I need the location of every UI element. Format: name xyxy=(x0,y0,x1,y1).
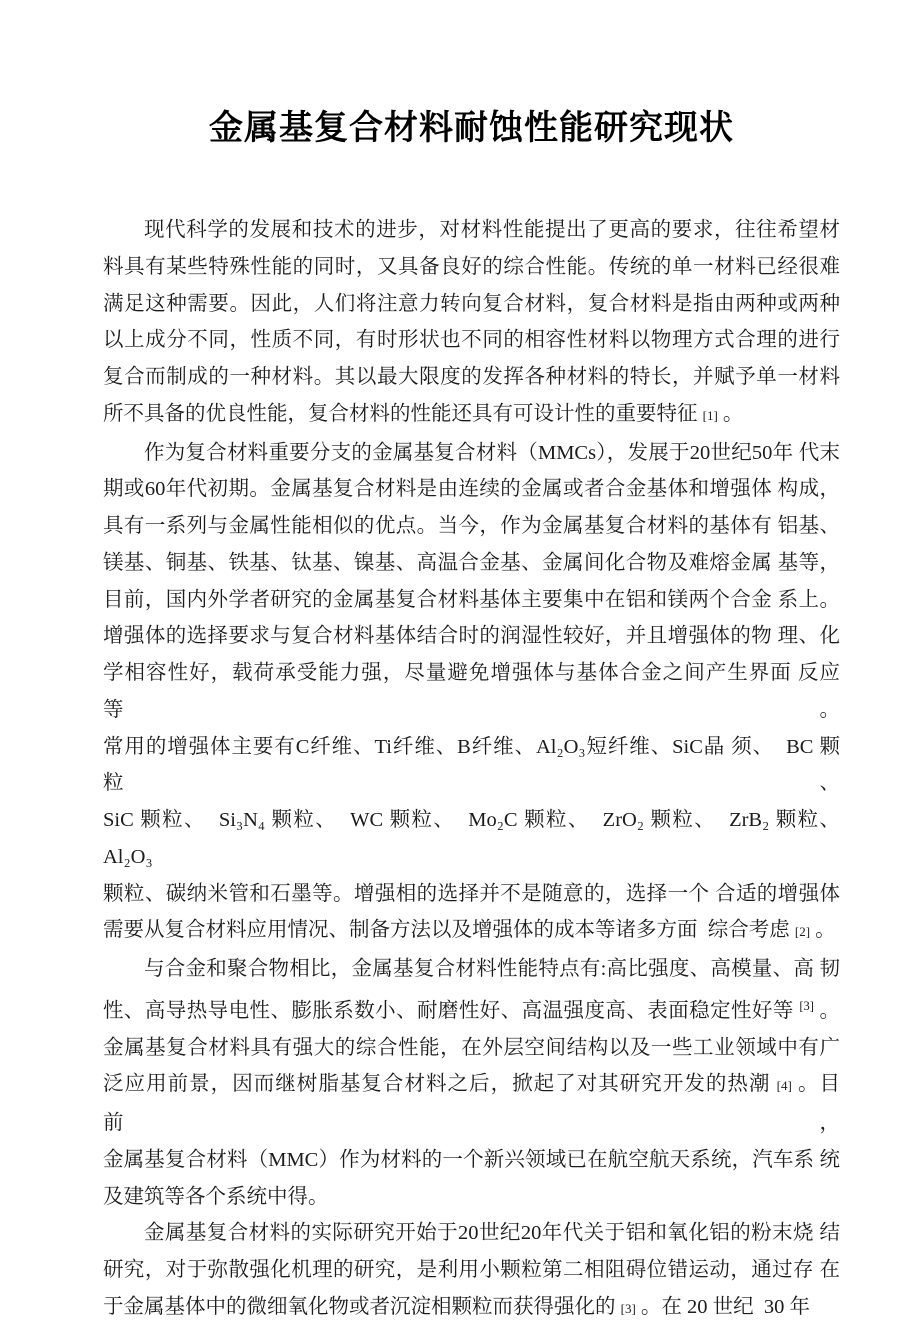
paragraph-line: 于金属基体中的微细氧化物或者沉淀相颗粒而获得强化的 [3] 。在 20 世纪 30 年 xyxy=(103,1295,811,1318)
document-body xyxy=(103,212,840,1328)
document-title: 金属基复合材料耐蚀性能研究现状 xyxy=(209,110,734,147)
paragraph-line: 期或60年代初期。金属基复合材料是由连续的金属或者合金基体和增强体 构成， xyxy=(103,478,840,501)
paragraph-line: 泛应用前景，因而继树脂基复合材料之后，掀起了对其研究开发的热潮 [4] 。目前， xyxy=(103,1073,841,1134)
paragraph-line: 金属基复合材料（MMC）作为材料的一个新兴领域已在航空航天系统，汽车系 统 xyxy=(103,1148,840,1171)
paragraph-line: 镁基、铜基、铁基、钛基、镍基、高温合金基、金属间化合物及难熔金属 基等， xyxy=(103,551,840,574)
paragraph-line: 作为复合材料重要分支的金属基复合材料（MMCs），发展于20世纪50年 代末 xyxy=(144,441,840,464)
paragraph xyxy=(103,951,840,1215)
citation-ref: [2] xyxy=(794,924,811,940)
paragraph-line: 现代科学的发展和技术的进步，对材料性能提出了更高的要求，往往希望材 xyxy=(144,219,840,241)
paragraph-line: 性、高导热导电性、膨胀系数小、耐磨性好、高温强度高、表面稳定性好等 [3] 。 xyxy=(103,998,841,1022)
paragraph-line: 颗粒、碳纳米管和石墨等。增强相的选择并不是随意的，选择一个 合适的增强体 xyxy=(103,882,840,905)
paragraph xyxy=(103,212,840,435)
paragraph-line: 复合而制成的一种材料。其以最大限度的发挥各种材料的特长，并赋予单一材料 xyxy=(103,366,840,388)
paragraph-line: 与合金和聚合物相比，金属基复合材料性能特点有:高比强度、高模量、高 韧 xyxy=(144,958,840,980)
paragraph-line: 目前，国内外学者研究的金属基复合材料基体主要集中在铝和镁两个合金 系上。 xyxy=(103,588,840,611)
citation-ref: [3] xyxy=(799,998,814,1013)
paragraph xyxy=(103,435,840,952)
paragraph-line: 需要从复合材料应用情况、制备方法以及增强体的成本等诸多方面 综合考虑 [2] 。 xyxy=(103,919,836,942)
citation-ref: [4] xyxy=(776,1078,792,1094)
citation-ref: [1] xyxy=(702,407,718,423)
citation-ref: [3] xyxy=(620,1300,636,1316)
paragraph-line: 具有一系列与金属性能相似的优点。当今，作为金属基复合材料的基体有 铝基、 xyxy=(103,515,840,537)
paragraph-line: 学相容性好，载荷承受能力强，尽量避免增强体与基体合金之间产生界面 反应等。 xyxy=(103,662,840,721)
paragraph-line: 及建筑等各个系统中得。 xyxy=(103,1185,329,1208)
paragraph-line: SiC 颗粒、 Si₃N₄ 颗粒、 WC 颗粒、 Mo₂C 颗粒、 ZrO₂ 颗粒、 ZrB₂ 颗粒、Al₂O₃ xyxy=(103,809,840,868)
paragraph-line: 增强体的选择要求与复合材料基体结合时的润湿性较好，并且增强体的物 理、化 xyxy=(103,625,840,648)
paragraph-line: 金属基复合材料的实际研究开始于20世纪20年代关于铝和氧化铝的粉末烧 结 xyxy=(144,1222,840,1245)
paragraph-line: 满足这种需要。因此，人们将注意力转向复合材料，复合材料是指由两种或两种 xyxy=(103,292,840,315)
paragraph-line: 金属基复合材料具有强大的综合性能，在外层空间结构以及一些工业领域中有广 xyxy=(103,1036,840,1059)
paragraph-line: 常用的增强体主要有C纤维、Ti纤维、B纤维、Al₂O₃短纤维、SiC晶 须、 BC 颗粒、 xyxy=(103,735,840,795)
paragraph-line: 所不具备的优良性能，复合材料的性能还具有可设计性的重要特征 [1] 。 xyxy=(103,402,744,425)
paragraph-line: 料具有某些特殊性能的同时，又具备良好的综合性能。传统的单一材料已经很难 xyxy=(103,255,840,278)
paragraph-line: 研究，对于弥散强化机理的研究，是利用小颗粒第二相阻碍位错运动，通过存 在 xyxy=(103,1259,840,1281)
paragraph xyxy=(103,1215,840,1327)
paragraph-line: 以上成分不同，性质不同，有时形状也不同的相容性材料以物理方式合理的进行 xyxy=(103,329,840,352)
